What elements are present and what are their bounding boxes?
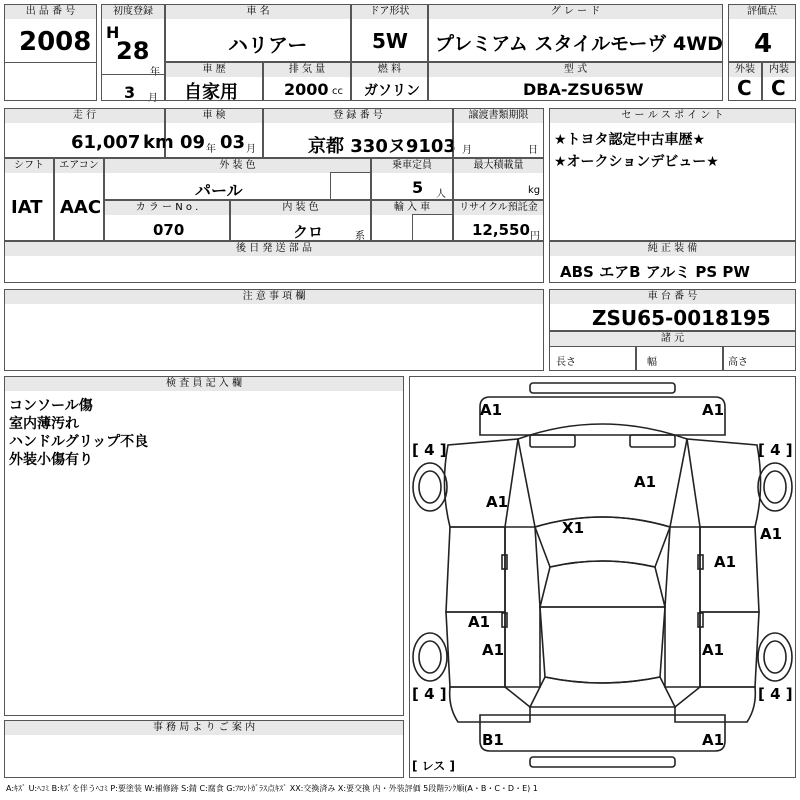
damage-rear-right: A1 <box>702 731 725 749</box>
displacement-unit: cc <box>332 86 343 97</box>
interior-cell <box>762 62 796 101</box>
max-load-cell <box>453 158 544 200</box>
fuel-label: 燃 料 <box>352 63 427 77</box>
damage-windshield: X1 <box>562 519 585 537</box>
model: DBA-ZSU65W <box>523 80 644 99</box>
interior-color-cell <box>230 200 371 241</box>
office-cell <box>4 720 404 778</box>
damage-hood-right: A1 <box>634 473 657 491</box>
month-unit: 月 <box>148 93 158 104</box>
displacement-cell <box>263 62 351 101</box>
displacement: 2000 <box>284 80 329 99</box>
max-load-unit: kg <box>528 185 541 196</box>
width-cell <box>636 346 723 371</box>
inspector-note-4: 外装小傷有り <box>9 452 93 468</box>
damage-rear-left: B1 <box>482 731 504 749</box>
ac-cell <box>54 158 104 241</box>
lot-no: 2008 <box>19 27 92 57</box>
shift-cell <box>4 158 54 241</box>
damage-front-right: A1 <box>702 401 725 419</box>
car-name-label: 車 名 <box>166 5 350 19</box>
equipment-cell <box>549 241 796 283</box>
transfer-month: 月 <box>462 145 472 156</box>
era: H <box>106 23 120 42</box>
first-reg-divider <box>101 74 165 101</box>
spare-tire: [ レス ] <box>412 759 455 773</box>
color: パール <box>195 181 243 200</box>
damage-right-front-door: A1 <box>714 553 737 571</box>
sales-point-1: ★トヨタ認定中古車歴★ <box>554 132 706 148</box>
recycle-cell <box>453 200 544 241</box>
damage-hood-left: A1 <box>486 493 509 511</box>
inspection-year: 09 <box>180 132 206 153</box>
lot-no-lower <box>4 62 97 101</box>
inspection-month: 03 <box>220 132 246 153</box>
inspection-label: 車 検 <box>166 109 262 123</box>
transfer-day: 日 <box>528 145 538 156</box>
interior-color-unit: 系 <box>355 231 365 242</box>
mileage-unit: km <box>143 132 174 153</box>
door-cell <box>351 4 428 62</box>
chassis-cell <box>549 289 796 331</box>
score-cell <box>728 4 796 62</box>
tire-rear-left: [ 4 ] <box>412 685 447 703</box>
car-diagram <box>409 376 796 778</box>
first-reg-year: 28 <box>116 37 150 65</box>
max-load-label: 最大積載量 <box>454 159 543 173</box>
history: 自家用 <box>184 82 238 103</box>
model-label: 型 式 <box>429 63 722 77</box>
model-cell <box>428 62 723 101</box>
ac: AAC <box>60 197 102 218</box>
chassis-no: ZSU65-0018195 <box>592 306 771 330</box>
mileage: 61,007 <box>71 132 141 153</box>
shift-label: シフト <box>5 159 53 173</box>
ac-label: エアコン <box>55 159 103 173</box>
score: 4 <box>754 29 773 59</box>
grade-cell <box>428 4 723 62</box>
inspector-note-3: ハンドルグリップ不良 <box>9 434 149 450</box>
length-cell <box>549 346 636 371</box>
inspection-month-unit: 月 <box>246 144 256 155</box>
first-reg-month: 3 <box>124 83 136 102</box>
history-cell <box>165 62 263 101</box>
inspection-year-unit: 年 <box>206 144 216 155</box>
fuel-cell <box>351 62 428 101</box>
later-parts-cell <box>4 241 544 283</box>
mileage-cell <box>4 108 174 158</box>
equipment: ABS エアB アルミ PS PW <box>560 263 750 281</box>
height-cell <box>723 346 796 371</box>
door-label: ドア形状 <box>352 5 427 19</box>
capacity-unit: 人 <box>436 189 446 200</box>
lot-no-label: 出 品 番 号 <box>5 5 96 19</box>
color-sub <box>330 172 371 200</box>
interior-grade: C <box>771 76 786 100</box>
color-label: 外 装 色 <box>105 159 370 173</box>
grade-label: グ レ ー ド <box>429 5 722 19</box>
grade: プレミアム スタイルモーヴ 4WD <box>435 33 723 55</box>
damage-front-left: A1 <box>480 401 503 419</box>
year-unit: 年 <box>150 67 160 78</box>
exterior-label: 外装 <box>729 63 761 77</box>
interior-color: クロ <box>293 223 324 241</box>
capacity: 5 <box>412 178 424 197</box>
car-name-cell <box>165 4 351 62</box>
damage-left-rear-fender: A1 <box>482 641 505 659</box>
sales-point-2: ★オークションデビュー★ <box>554 154 719 170</box>
import-label: 輸 入 車 <box>372 201 452 215</box>
damage-right-rear-fender: A1 <box>702 641 725 659</box>
tire-rear-right: [ 4 ] <box>758 685 793 703</box>
inspector-cell <box>4 376 404 716</box>
legend: A:ｷｽﾞ U:ﾍｺﾐ B:ｷｽﾞを伴うﾍｺﾐ P:要塗装 W:補修跡 S:錆 C:腐食 G:ﾌﾛﾝﾄｶﾞﾗｽ点ｷｽﾞ XX:交換済み X:要交換 内・外装評価 5段階ﾗﾝｸ順(A・B・C・D・E) 1 <box>6 784 538 793</box>
history-label: 車 歴 <box>166 63 262 77</box>
capacity-cell <box>371 158 453 200</box>
transfer-cell <box>453 108 544 158</box>
color-no-label: カ ラ ー N o . <box>105 201 229 215</box>
car-name: ハリアー <box>228 33 308 57</box>
first-reg-label: 初度登録 <box>102 5 164 19</box>
tire-front-right: [ 4 ] <box>758 441 793 459</box>
inspection-cell <box>165 108 263 158</box>
office-label: 事 務 局 よ り ご 案 内 <box>5 721 403 735</box>
displacement-label: 排 気 量 <box>264 63 350 77</box>
color-no: 070 <box>153 221 185 239</box>
recycle-label: リサイクル預託金 <box>454 201 543 215</box>
height-label: 高さ <box>728 357 748 368</box>
exterior-grade: C <box>737 76 752 100</box>
recycle-fee: 12,550 <box>472 221 530 239</box>
shift: IAT <box>11 197 43 218</box>
door-type: 5W <box>372 29 408 53</box>
import-sub <box>412 214 453 241</box>
notes-label: 注 意 事 項 欄 <box>5 290 543 304</box>
later-parts-label: 後 日 発 送 部 品 <box>5 242 543 256</box>
mileage-label: 走 行 <box>5 109 164 123</box>
inspector-note-1: コンソール傷 <box>9 398 93 414</box>
sales-point-label: セ ー ル ス ポ イ ン ト <box>550 109 795 123</box>
equipment-label: 純 正 装 備 <box>550 242 795 256</box>
car-diagram-drawing <box>410 377 795 777</box>
interior-label: 内装 <box>763 63 795 77</box>
sales-point-cell <box>549 108 796 241</box>
interior-color-label: 内 装 色 <box>231 201 370 215</box>
chassis-label: 車 台 番 号 <box>550 290 795 304</box>
exterior-cell <box>728 62 762 101</box>
capacity-label: 乗車定員 <box>372 159 452 173</box>
color-no-cell <box>104 200 230 241</box>
specs-label: 諸 元 <box>550 332 795 346</box>
score-label: 評価点 <box>729 5 795 19</box>
damage-left-rear-door: A1 <box>468 613 491 631</box>
reg-no: 京都 330ヌ9103 <box>308 136 456 157</box>
reg-no-cell <box>263 108 456 158</box>
tire-front-left: [ 4 ] <box>412 441 447 459</box>
width-label: 幅 <box>647 357 657 368</box>
fuel: ガソリン <box>364 83 420 99</box>
recycle-unit: 円 <box>530 231 540 242</box>
inspector-note-2: 室内薄汚れ <box>9 416 79 432</box>
inspector-label: 検 査 員 記 入 欄 <box>5 377 403 391</box>
length-label: 長さ <box>556 357 576 368</box>
transfer-label: 譲渡書類期限 <box>454 109 543 123</box>
damage-right-front-fender: A1 <box>760 525 783 543</box>
reg-no-label: 登 録 番 号 <box>264 109 452 123</box>
notes-cell <box>4 289 544 371</box>
